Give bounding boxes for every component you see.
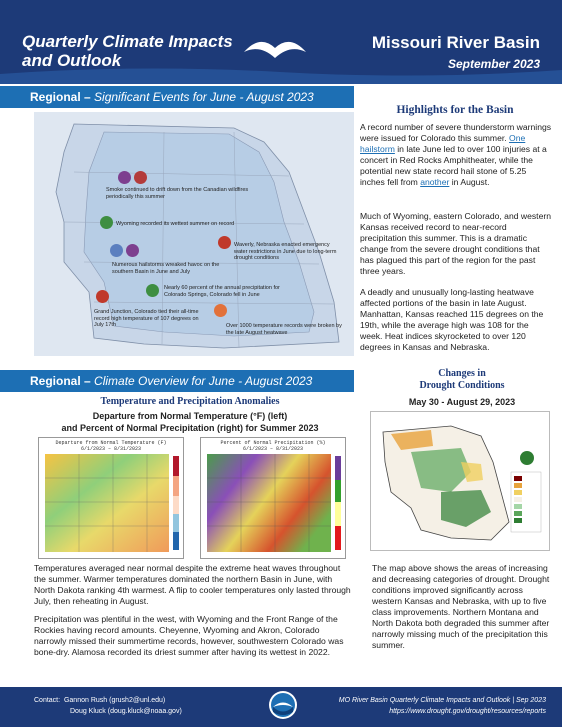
wildfire-smoke-icon — [118, 171, 131, 184]
highlights-paragraph-2: Much of Wyoming, eastern Colorado, and western Kansas received record to near-record precipitation this summer. This is a dramatic change from the severe drought conditions that has plagued this part of the region for the past three years. — [360, 211, 551, 276]
precipitation-icon — [146, 284, 159, 297]
bird-logo-icon — [240, 30, 310, 66]
publication-name: MO River Basin Quarterly Climate Impacts and Outlook | Sep 2023 — [338, 697, 546, 704]
rain-icon — [100, 216, 113, 229]
publication-url[interactable]: https://www.drought.gov/drought/resources/reports — [389, 708, 546, 715]
event-temperature-records: Over 1000 temperature records were broken by the late August heatwave — [226, 323, 342, 336]
publication-info — [339, 695, 546, 717]
event-waverly-water: Waverly, Nebraska enacted emergency water restrictions in June due to long-term drought conditions — [234, 242, 337, 261]
precip-map-date: 6/1/2023 – 8/31/2023 — [242, 446, 303, 452]
drought-paragraph: The map above shows the areas of increasing and decreasing categories of drought. Drought conditions improved significantly across western Kansas and Nebraska, with up to five class improvements. Northern Montana and North Dakota both degraded this summer after narrowly missing much of the precipitation this summer. — [372, 563, 550, 650]
temp-map-date: 6/1/2023 – 8/31/2023 — [80, 446, 141, 452]
precipitation-percent-map — [200, 437, 346, 559]
heat-icon — [96, 290, 109, 303]
highlights-paragraph-1: A record number of severe thunderstorm warnings were issued for Colorado this summer. One hailstorm in late June led to over 100 injuries at a concert in Red Rocks Amphitheater, while the potential new state record hail stone of 5.25 inches fell from another in August. — [360, 122, 552, 187]
hail-icon — [110, 244, 123, 257]
significant-events-map — [34, 112, 354, 356]
temperature-map-graphic — [39, 438, 183, 558]
temperature-departure-map — [38, 437, 184, 559]
report-title: Quarterly Climate Impacts and Outlook — [22, 32, 233, 70]
event-colorado-springs: Nearly 60 percent of the annual precipitation for Colorado Springs, Colorado fell in June — [164, 285, 280, 298]
heatwave-icon — [214, 304, 227, 317]
event-hailstorms: Numerous hailstorms wreaked havoc on the southern Basin in June and July — [112, 262, 220, 275]
drought-map-graphic — [371, 412, 549, 550]
anomalies-title: Temperature and Precipitation Anomalies — [100, 396, 280, 407]
hailstorm-link[interactable]: One hailstorm — [360, 133, 526, 154]
precipitation-paragraph: Precipitation was plentiful in the west, with Wyoming and the Front Range of the Rockies having record amounts. Cheyenne, Wyoming and Akron, Colorado narrowly missed their summertime records, however, southwestern Colorado was bone-dry. Alamosa recorded its driest summer after having its wettest in 2022. — [34, 614, 344, 657]
report-date: September 2023 — [447, 57, 540, 71]
page-header — [0, 0, 562, 84]
drought-date-range: May 30 - August 29, 2023 — [408, 397, 516, 407]
contact-kluck[interactable]: Doug Kluck (doug.kluck@noaa.gov) — [70, 708, 182, 715]
drought-water-icon — [218, 236, 231, 249]
temperature-paragraph: Temperatures averaged near normal despite the extreme heat waves throughout the summer. Warmer temperatures dominated the northern Basin in June, with North Dakota ranking 4th warmest. A flip to cooler temperatures only lasted through July, then reheating in August. — [34, 563, 351, 606]
temp-map-label: Departure from Normal Temperature (F) — [55, 440, 167, 446]
noaa-logo-icon — [268, 690, 298, 720]
another-link[interactable]: another — [420, 177, 450, 187]
event-grand-junction: Grand Junction, Colorado tied their all-time record high temperature of 107 degrees on July 17th — [94, 309, 199, 328]
contact-rush[interactable]: Gannon Rush (grush2@unl.edu) — [63, 697, 166, 704]
drought-title: Changes in Drought Conditions — [419, 368, 505, 391]
event-smoke: Smoke continued to drift down from the Canadian wildfires periodically this summer — [106, 187, 249, 200]
hail-icon-2 — [126, 244, 139, 257]
precip-map-label: Percent of Normal Precipitation (%) — [220, 440, 326, 446]
highlights-title: Highlights for the Basin — [396, 104, 514, 116]
region-title: Missouri River Basin — [371, 33, 540, 52]
contact-info: Contact: Gannon Rush (grush2@unl.edu) Doug Kluck (doug.kluck@noaa.gov) — [34, 697, 182, 715]
climate-overview-bar: Regional – Climate Overview for June - August 2023 — [0, 370, 354, 392]
smoke-icon — [134, 171, 147, 184]
event-wyoming-wettest: Wyoming recorded its wettest summer on record — [116, 221, 235, 227]
highlights-paragraph-3: A deadly and unusually long-lasting heatwave affected portions of the basin in late August. Manhattan, Kansas reached 115 degrees on the 19th, while the average high was 108 for the week. Heat indices skyrocketed to over 120 degrees in Kansas and Nebraska. — [360, 287, 544, 352]
precipitation-map-graphic — [201, 438, 345, 558]
regional-events-bar: Regional – Significant Events for June - August 2023 — [0, 86, 354, 108]
drought-change-map — [370, 411, 550, 551]
anomalies-subtitle: Departure from Normal Temperature (°F) (left) and Percent of Normal Precipitation (right) for Summer 2023 — [61, 411, 319, 433]
